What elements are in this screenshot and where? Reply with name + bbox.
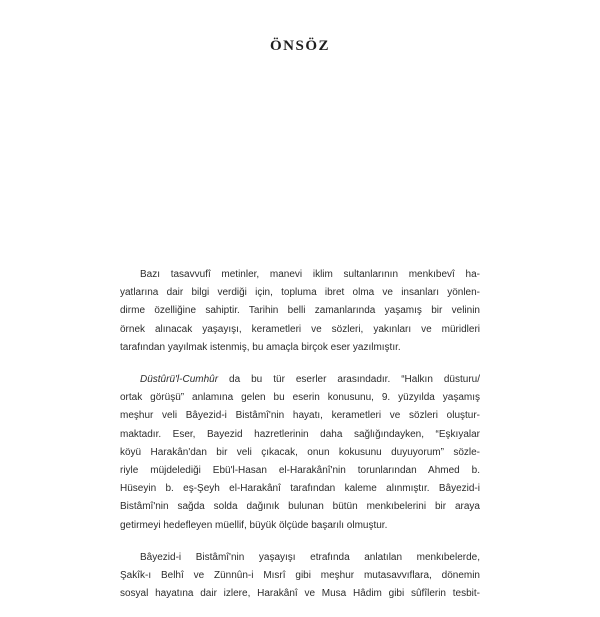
paragraph-2 <box>120 371 480 535</box>
text-line: dirme özelliğine sahiptir. Tarihin belli zamanlarında yaşamış bir velinin <box>120 305 480 317</box>
text-line: riyle müjdelediği Ebü'l-Hasan el-Harakânî'nin torunlarından Ahmed b. <box>120 465 480 477</box>
text-line: köyü Harakân'dan bir veli çıkacak, onun kokusunu duyuyorum” sözle- <box>120 446 480 458</box>
text-line: Bâyezid-i Bistâmî'nin yaşayışı etrafında anlatılan menkıbelerde, <box>140 551 480 563</box>
text-line: Bistâmî'nin sağda solda dağınık bulunan bütün menkıbelerini bir araya <box>120 501 480 513</box>
text-line: Bazı tasavvufî metinler, manevi iklim sultanlarının menkıbevî ha- <box>140 269 480 280</box>
text-line: sosyal hayatına dair izlere, Harakânî ve Musa Hâdim gibi sûfîlerin tesbit- <box>120 588 480 600</box>
text-line: maktadır. Eser, Bayezid hazretlerinin daha sağlığındayken, “Eşkıyalar <box>120 428 480 440</box>
text-line: Hüseyin b. eş-Şeyh el-Harakânî tarafından kaleme alınmıştır. Bâyezid-i <box>120 483 480 495</box>
book-title: Düstûrü'l-Cumhûr <box>140 374 219 386</box>
text-line: Şakîk-ı Belhî ve Zünnûn-i Mısrî gibi meşhur mutasavvıflara, dönemin <box>120 570 480 582</box>
text-line: yatlarına dair bilgi verdiği için, topluma ibret olma ve insanları yönlen- <box>120 287 480 299</box>
text-span: da bu tür eserler arasındadır. “Halkın düsturu/ <box>218 374 480 386</box>
text-line: örnek alınacak yaşayışı, kerametleri ve sözleri, yakınları ve müridleri <box>120 323 480 335</box>
paragraph-3 <box>120 549 480 604</box>
paragraph-1 <box>120 266 480 357</box>
body-text <box>120 266 480 617</box>
page-title: ÖNSÖZ <box>269 38 330 54</box>
text-line: getirmeyi hedefleyen müellif, büyük ölçüde başarılı olmuştur. <box>120 519 388 531</box>
text-line <box>120 371 480 389</box>
text-line: ortak görüşü” anlamına gelen bu eserin konusunu, 9. yüzyılda yaşamış <box>120 392 480 404</box>
text-line: tarafından yayılmak istenmiş, bu amaçla birçok eser yazılmıştır. <box>120 341 401 353</box>
text-line: meşhur veli Bâyezid-i Bistâmî'nin hayatı, kerametleri ve sözleri oluştur- <box>120 410 480 422</box>
